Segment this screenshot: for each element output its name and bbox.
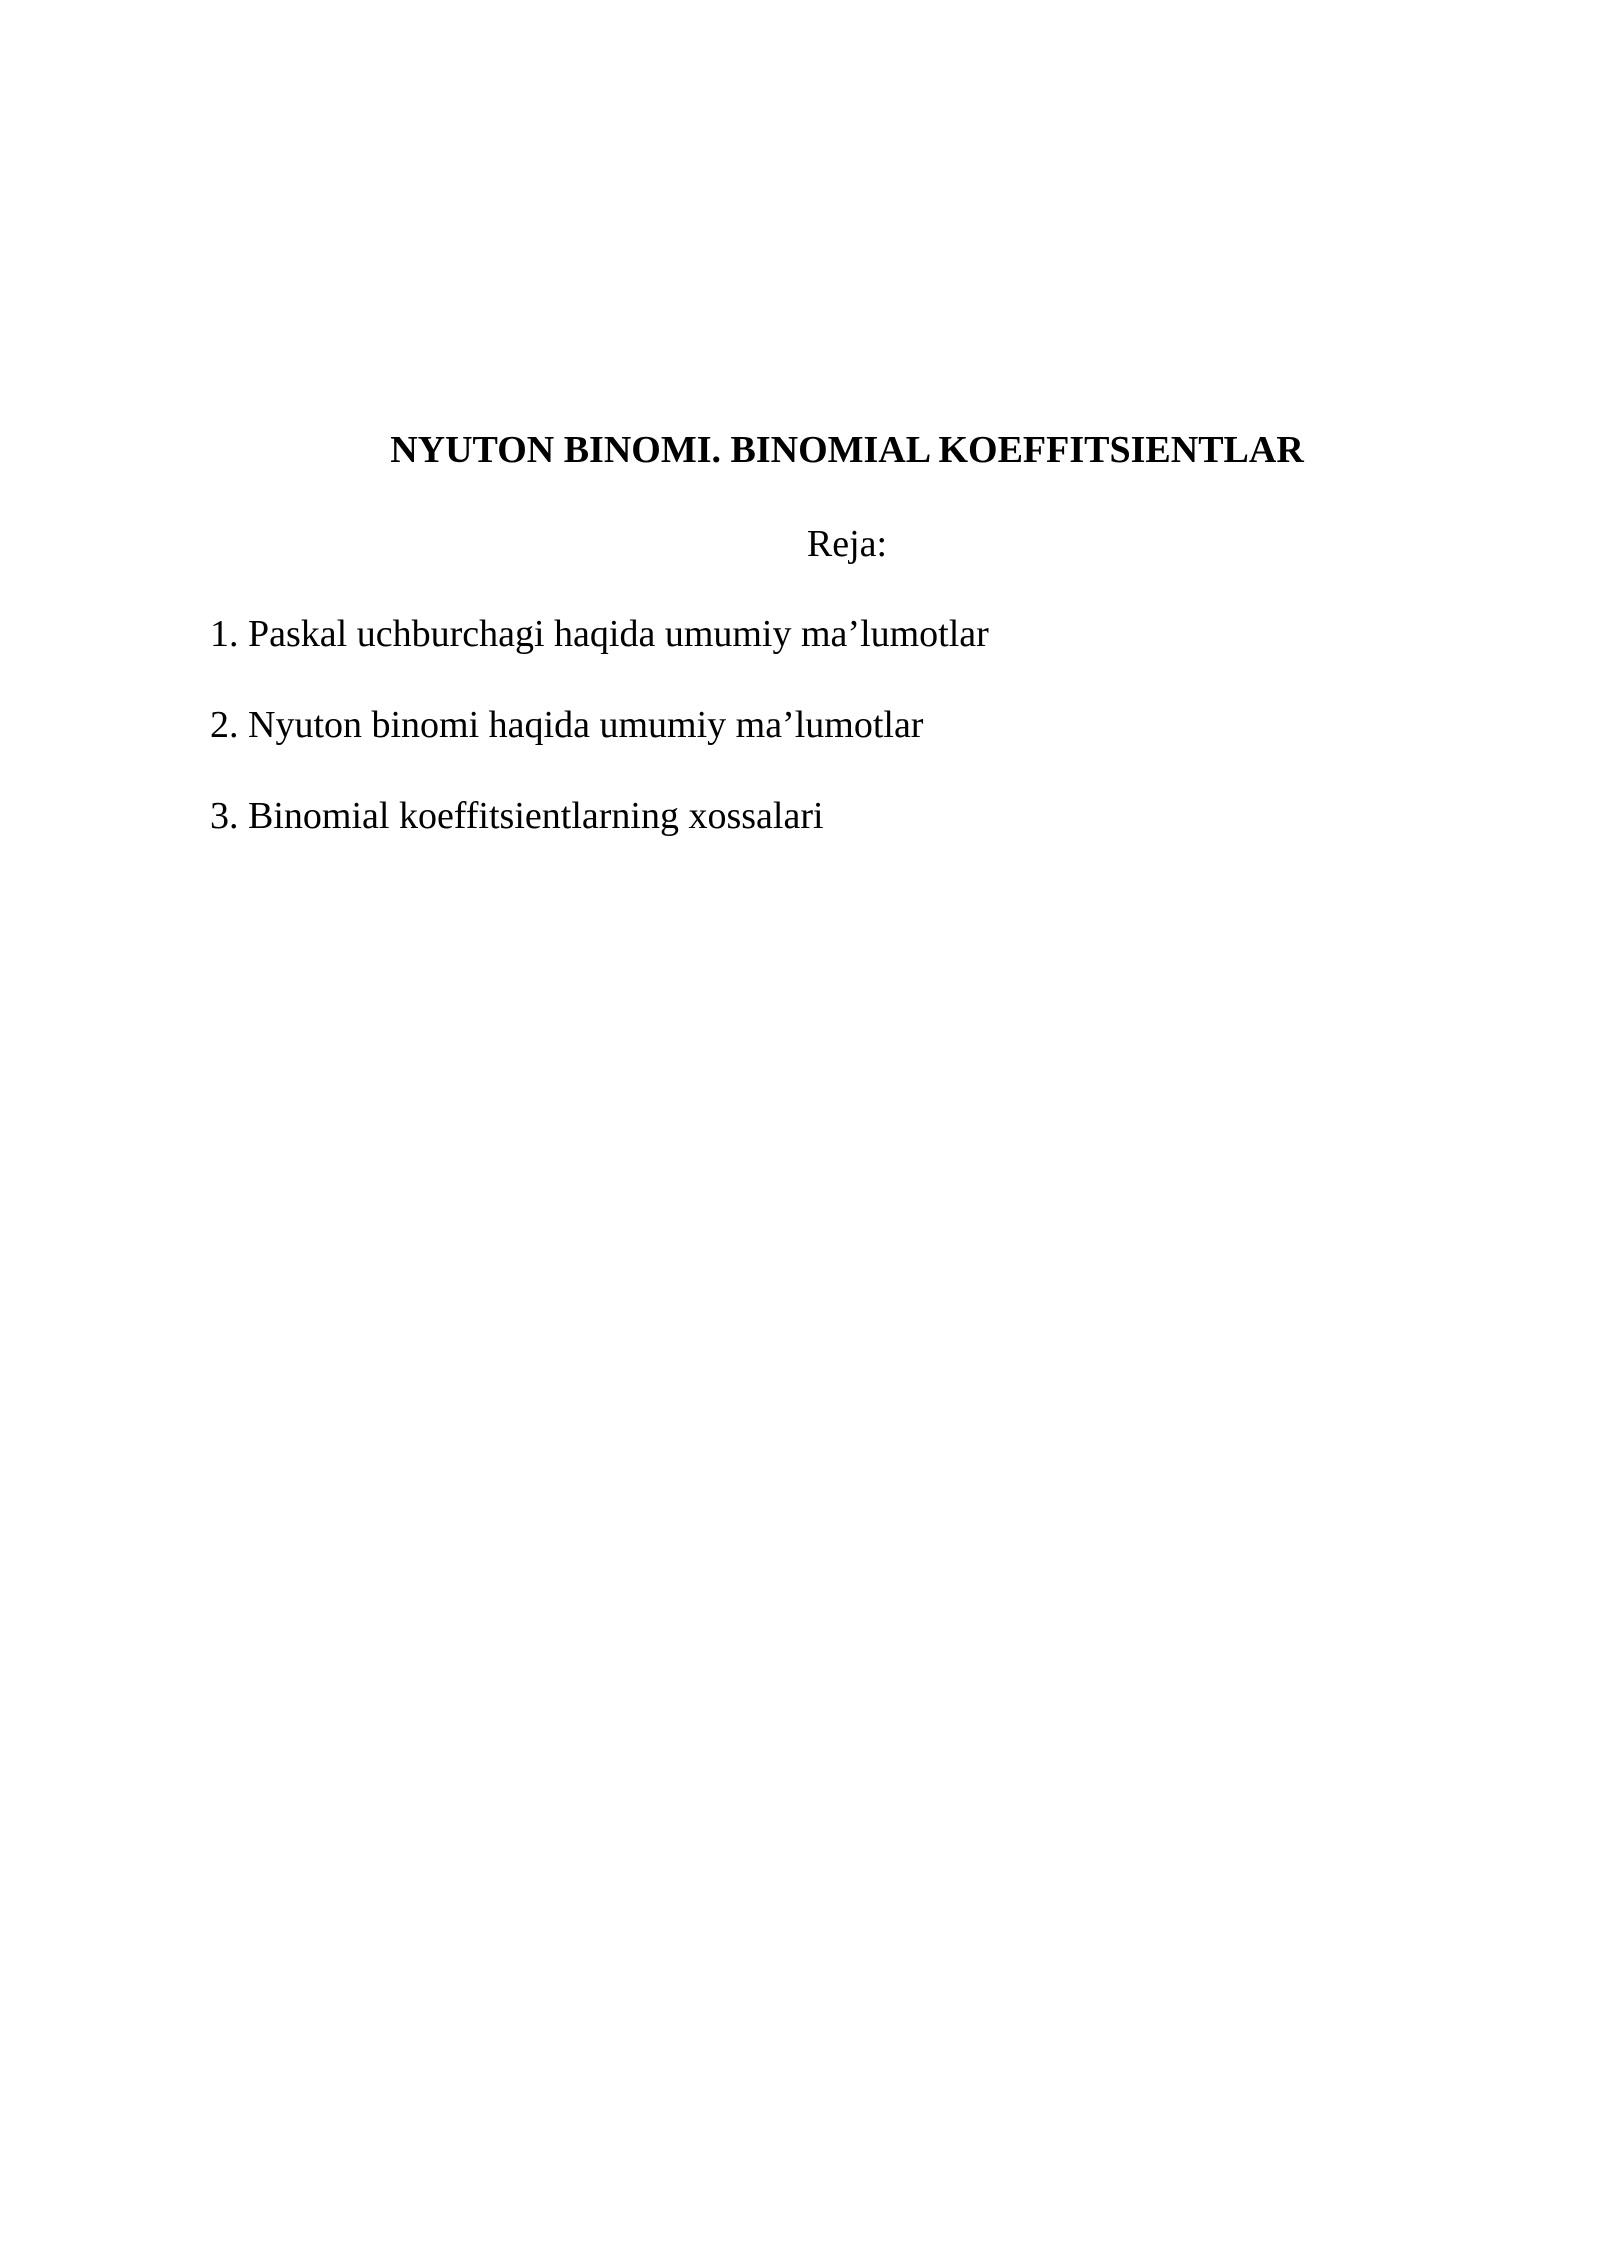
plan-item-2	[210, 699, 989, 751]
plan-item-number: 3.	[210, 795, 239, 837]
plan-item-number: 1.	[210, 613, 239, 655]
plan-item-text: Paskal uchburchagi haqida umumiy ma’lumotlar	[248, 613, 989, 655]
plan-item-number: 2.	[210, 704, 239, 746]
plan-item-text: Binomial koeffitsientlarning xossalari	[248, 795, 824, 837]
document-title: NYUTON BINOMI. BINOMIAL KOEFFITSIENTLAR	[390, 429, 1304, 471]
plan-list	[210, 608, 989, 881]
plan-item-1	[210, 608, 989, 660]
plan-heading: Reja:	[806, 523, 888, 565]
plan-item-text: Nyuton binomi haqida umumiy ma’lumotlar	[248, 704, 924, 746]
plan-item-3	[210, 790, 989, 842]
